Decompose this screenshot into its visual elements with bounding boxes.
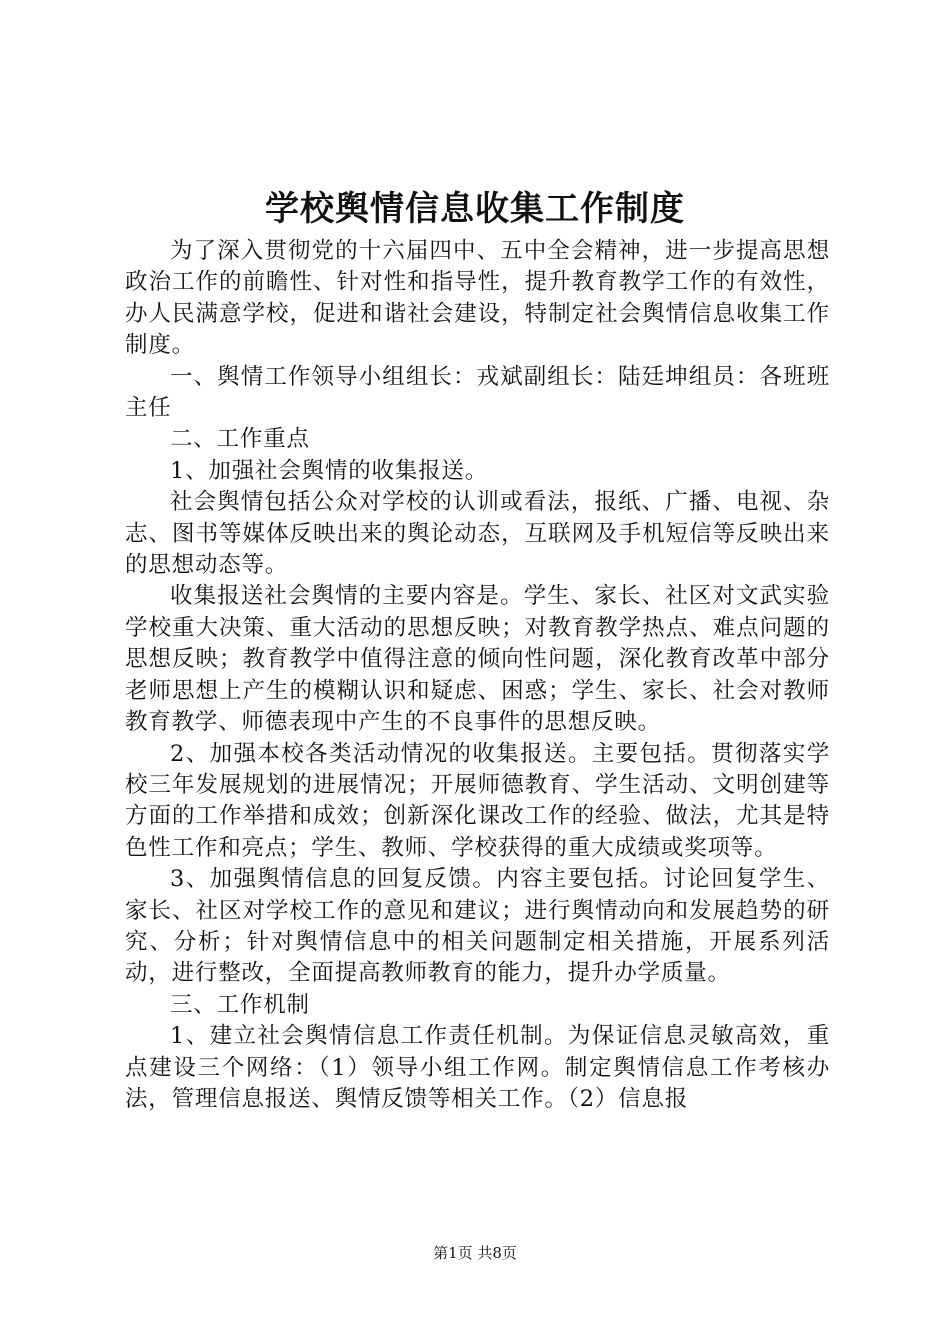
paragraph-intro: 为了深入贯彻党的十六届四中、五中全会精神，进一步提高思想政治工作的前瞻性、针对性和指导性，提升教育教学工作的有效性，办人民满意学校，促进和谐社会建设，特制定社会舆情信息收集工作制度。 [125,238,830,359]
document-title: 学校舆情信息收集工作制度 [265,189,685,229]
paragraph-main-content: 收集报送社会舆情的主要内容是。学生、家长、社区对文武实验学校重大决策、重大活动的思想反映；对教育教学热点、难点问题的思想反映；教育教学中值得注意的倾向性问题，深化教育改革中部分老师思想上产生的模糊认识和疑虑、困惑；学生、家长、社会对教师教育教学、师德表现中产生的不良事件的思想反映。 [125,583,830,736]
document-body [125,236,830,1115]
paragraph-feedback: 3、加强舆情信息的回复反馈。内容主要包括。讨论回复学生、家长、社区对学校工作的意见和建议；进行舆情动向和发展趋势的研究、分析；针对舆情信息中的相关问题制定相关措施，开展系列活动，进行整改，全面提高教师教育的能力，提升办学质量。 [125,866,830,987]
subheading-social-opinion: 1、加强社会舆情的收集报送。 [170,457,489,484]
paragraph-responsibility-mechanism: 1、建立社会舆情信息工作责任机制。为保证信息灵敏高效，重点建设三个网络：（1）领导小组工作网。制定舆情信息工作考核办法，管理信息报送、舆情反馈等相关工作。（2）信息报 [125,1023,830,1112]
paragraph-school-activities: 2、加强本校各类活动情况的收集报送。主要包括。贯彻落实学校三年发展规划的进展情况；开展师德教育、学生活动、文明创建等方面的工作举措和成效；创新深化课改工作的经验、做法，尤其是特色性工作和亮点；学生、教师、学校获得的重大成绩或奖项等。 [125,740,830,861]
section-heading-work-focus: 二、工作重点 [170,426,310,453]
page-footer: 第1页 共8页 [433,1244,517,1262]
paragraph-social-opinion-scope: 社会舆情包括公众对学校的认训或看法，报纸、广播、电视、杂志、图书等媒体反映出来的舆论动态，互联网及手机短信等反映出来的思想动态等。 [125,489,830,579]
paragraph-leadership-group: 一、舆情工作领导小组组长：戎斌副组长：陆廷坤组员：各班班主任 [125,363,830,422]
section-heading-work-mechanism: 三、工作机制 [170,991,310,1018]
